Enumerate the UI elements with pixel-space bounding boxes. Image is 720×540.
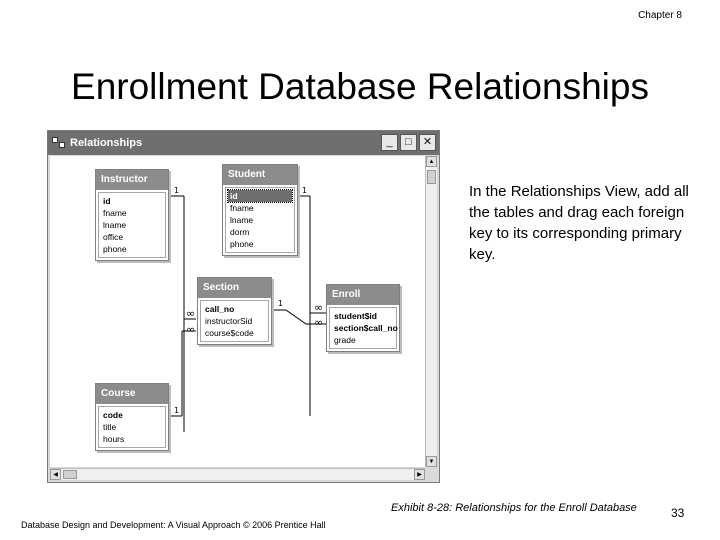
many-marker: ∞	[186, 323, 196, 336]
field-id[interactable]: id	[103, 196, 111, 206]
field-course-code[interactable]: course$code	[205, 328, 254, 338]
slide-title: Enrollment Database Relationships	[71, 66, 649, 107]
field-id[interactable]: id	[228, 190, 292, 202]
scroll-right-icon[interactable]: ▶	[414, 469, 425, 480]
table-section[interactable]	[197, 277, 272, 345]
field-phone[interactable]: phone	[103, 244, 127, 254]
one-marker: 1	[174, 186, 180, 195]
table-title[interactable]: Enroll	[327, 285, 399, 305]
field-instructor-id[interactable]: instructorSid	[205, 316, 253, 326]
exhibit-caption: Exhibit 8-28: Relationships for the Enroll Database	[391, 502, 637, 514]
field-dorm[interactable]: dorm	[230, 227, 250, 237]
window-title: Relationships	[70, 137, 143, 149]
relationships-window[interactable]	[47, 130, 440, 483]
table-title[interactable]: Section	[198, 278, 271, 298]
field-code[interactable]: code	[103, 410, 123, 420]
field-section-call-no[interactable]: section$call_no	[334, 323, 398, 333]
field-fname[interactable]: fname	[103, 208, 127, 218]
description-text: In the Relationships View, add all the tables and drag each foreign key to its corresponding primary key.	[469, 183, 689, 263]
field-hours[interactable]: hours	[103, 434, 125, 444]
field-phone[interactable]: phone	[230, 239, 254, 249]
many-marker: ∞	[314, 301, 324, 314]
table-title[interactable]: Instructor	[96, 170, 168, 190]
maximize-button[interactable]: □	[400, 134, 417, 151]
vertical-scrollbar[interactable]	[425, 156, 437, 467]
many-marker: ∞	[186, 307, 196, 320]
scroll-left-icon[interactable]: ◀	[50, 469, 61, 480]
field-fname[interactable]: fname	[230, 203, 254, 213]
one-marker: 1	[278, 299, 284, 308]
close-button[interactable]: ✕	[419, 134, 436, 151]
table-title[interactable]: Course	[96, 384, 168, 404]
field-student-id[interactable]: student$id	[334, 311, 377, 321]
footer-text: Database Design and Development: A Visual Approach © 2006 Prentice Hall	[21, 520, 326, 530]
one-marker: 1	[302, 186, 308, 195]
field-lname[interactable]: lname	[230, 215, 254, 225]
field-lname[interactable]: lname	[103, 220, 127, 230]
scroll-up-icon[interactable]: ▲	[426, 156, 437, 167]
scroll-down-icon[interactable]: ▼	[426, 456, 437, 467]
one-marker: 1	[174, 406, 180, 415]
field-title[interactable]: title	[103, 422, 117, 432]
horizontal-scrollbar[interactable]	[50, 468, 425, 480]
relationships-canvas[interactable]	[50, 156, 425, 467]
vertical-scroll-thumb[interactable]	[427, 170, 436, 184]
horizontal-scroll-thumb[interactable]	[63, 470, 77, 479]
table-enroll[interactable]	[326, 284, 400, 352]
field-office[interactable]: office	[103, 232, 124, 242]
minimize-button[interactable]: _	[381, 134, 398, 151]
field-grade[interactable]: grade	[334, 335, 356, 345]
table-course[interactable]	[95, 383, 169, 451]
many-marker: ∞	[314, 316, 324, 329]
window-titlebar[interactable]	[48, 131, 439, 155]
relationships-window-icon	[52, 137, 66, 149]
table-instructor[interactable]	[95, 169, 169, 261]
table-student[interactable]	[222, 164, 298, 256]
table-title[interactable]: Student	[223, 165, 297, 185]
field-call-no[interactable]: call_no	[205, 304, 235, 314]
chapter-label: Chapter 8	[638, 10, 682, 21]
page-number: 33	[671, 506, 685, 520]
